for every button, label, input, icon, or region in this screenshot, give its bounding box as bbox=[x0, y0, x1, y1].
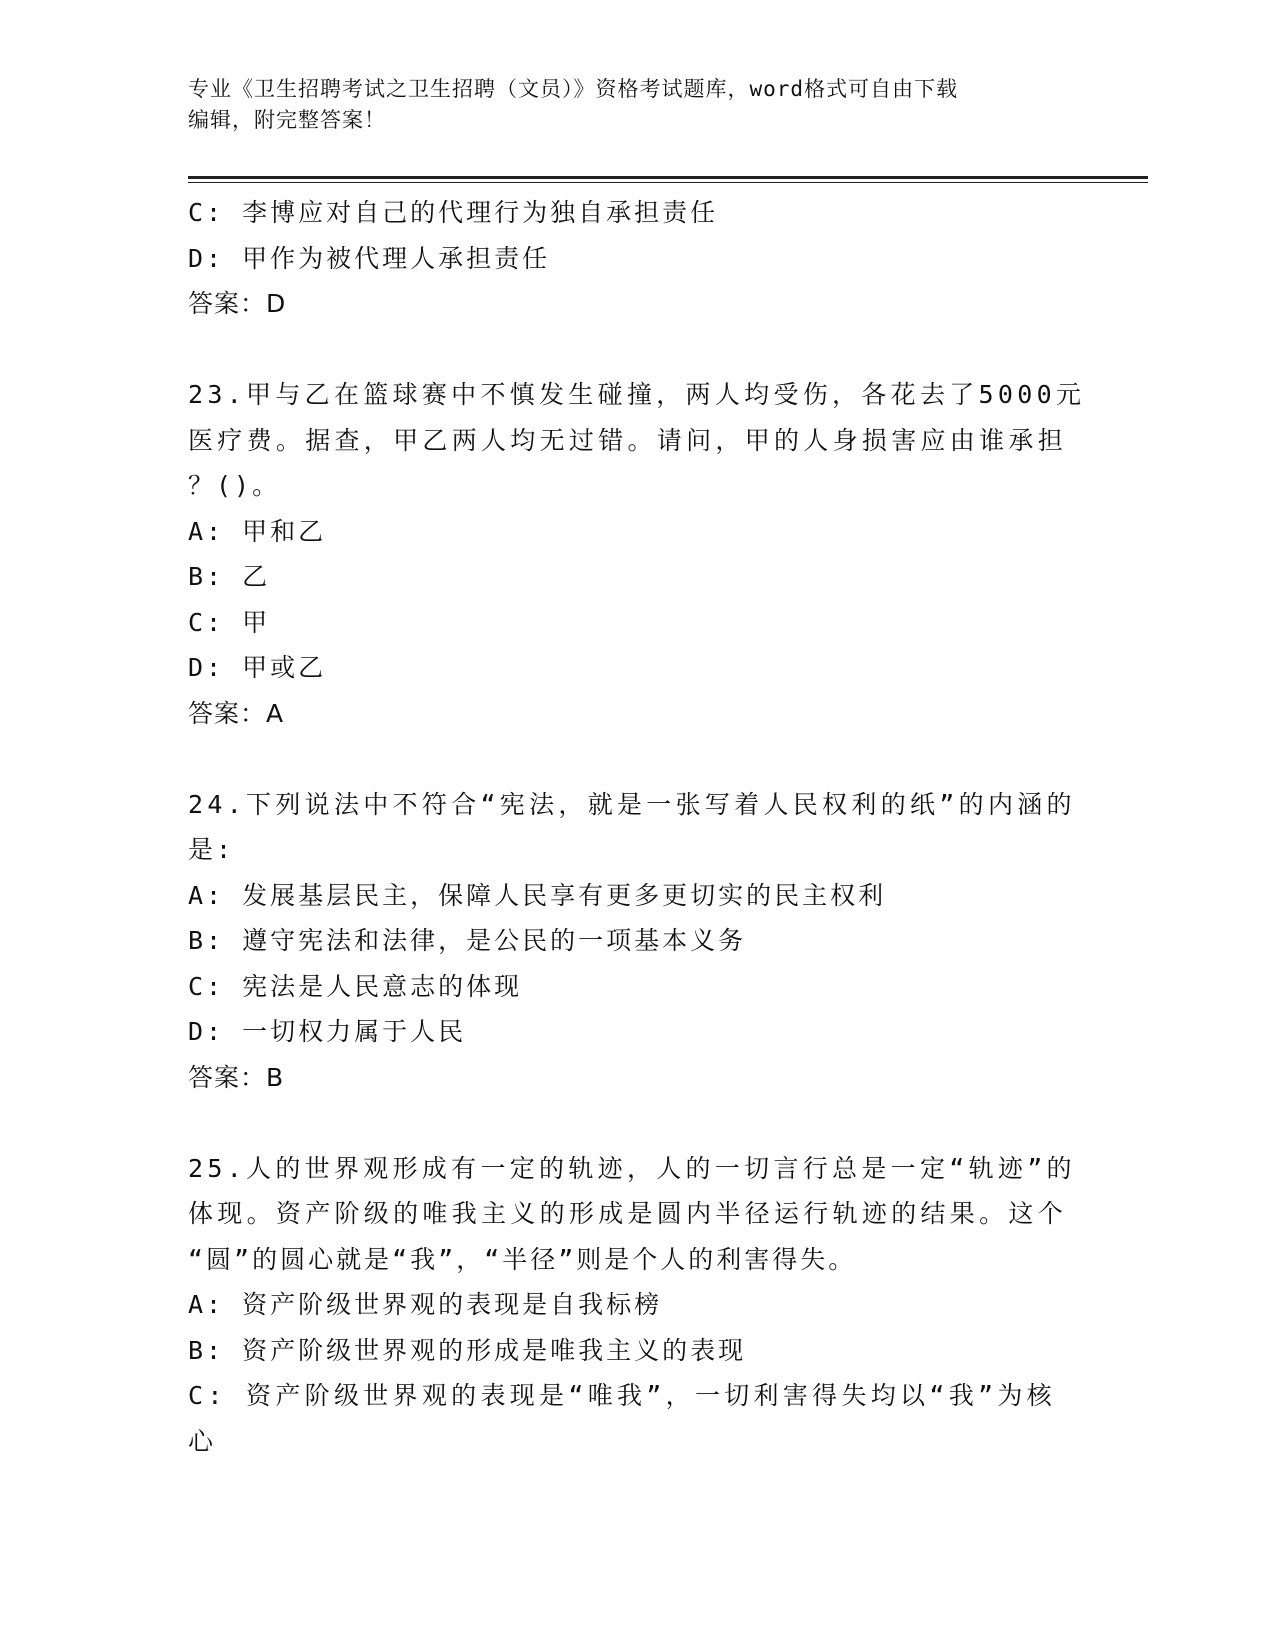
option-c: C: 甲 bbox=[188, 607, 271, 637]
spacer bbox=[188, 736, 1068, 782]
question-stem-line: “圆”的圆心就是“我”，“半径”则是个人的利害得失。 bbox=[188, 1244, 857, 1274]
question-stem-line: 医疗费。据查，甲乙两人均无过错。请问，甲的人身损害应由谁承担 bbox=[188, 425, 1068, 455]
question-23 bbox=[188, 372, 1086, 736]
option-b: B: 遵守宪法和法律，是公民的一项基本义务 bbox=[188, 926, 747, 955]
question-25 bbox=[188, 1146, 1076, 1465]
option-a: A: 资产阶级世界观的表现是自我标榜 bbox=[188, 1290, 663, 1319]
question-list bbox=[188, 190, 1086, 1464]
spacer bbox=[188, 327, 1068, 373]
option-d: D: 甲或乙 bbox=[188, 653, 327, 682]
option-a: A: 甲和乙 bbox=[188, 516, 327, 546]
header-divider-thin bbox=[188, 182, 1148, 183]
question-stem-line: 24.下列说法中不符合“宪法，就是一张写着人民权利的纸”的内涵的 bbox=[188, 789, 1076, 819]
option-d: D: 一切权力属于人民 bbox=[188, 1017, 467, 1046]
option-b: B: 乙 bbox=[188, 562, 271, 591]
question-stem-line: 23.甲与乙在篮球赛中不慎发生碰撞，两人均受伤，各花去了5000元 bbox=[188, 380, 1086, 409]
option-c: C: 资产阶级世界观的表现是“唯我”，一切利害得失均以“我”为核 bbox=[188, 1381, 1056, 1410]
answer-label: 答案：D bbox=[188, 289, 287, 318]
header-line-2: 编辑，附完整答案！ bbox=[188, 108, 386, 132]
option-d: D: 甲作为被代理人承担责任 bbox=[188, 243, 551, 273]
option-a: A: 发展基层民主，保障人民享有更多更切实的民主权利 bbox=[188, 880, 887, 910]
question-stem-line: 是: bbox=[188, 835, 235, 864]
question-stem-line: 体现。资产阶级的唯我主义的形成是圆内半径运行轨迹的结果。这个 bbox=[188, 1199, 1068, 1228]
question-stem-line: 25.人的世界观形成有一定的轨迹，人的一切言行总是一定“轨迹”的 bbox=[188, 1153, 1076, 1183]
header-divider-thick bbox=[188, 176, 1148, 179]
header-line-1: 专业《卫生招聘考试之卫生招聘（文员）》资格考试题库，word格式可自由下载 bbox=[188, 77, 959, 101]
option-c-continuation: 心 bbox=[188, 1426, 217, 1456]
answer-label: 答案：A bbox=[188, 698, 285, 728]
spacer bbox=[188, 1100, 1068, 1146]
option-b: B: 资产阶级世界观的形成是唯我主义的表现 bbox=[188, 1335, 747, 1365]
question-22 bbox=[188, 190, 1068, 327]
question-stem-line: ？()。 bbox=[188, 471, 281, 500]
option-c: C: 李博应对自己的代理行为独自承担责任 bbox=[188, 198, 719, 227]
page-header bbox=[188, 74, 1088, 136]
question-24 bbox=[188, 782, 1076, 1101]
option-c: C: 宪法是人民意志的体现 bbox=[188, 971, 523, 1001]
answer-label: 答案：B bbox=[188, 1062, 285, 1092]
